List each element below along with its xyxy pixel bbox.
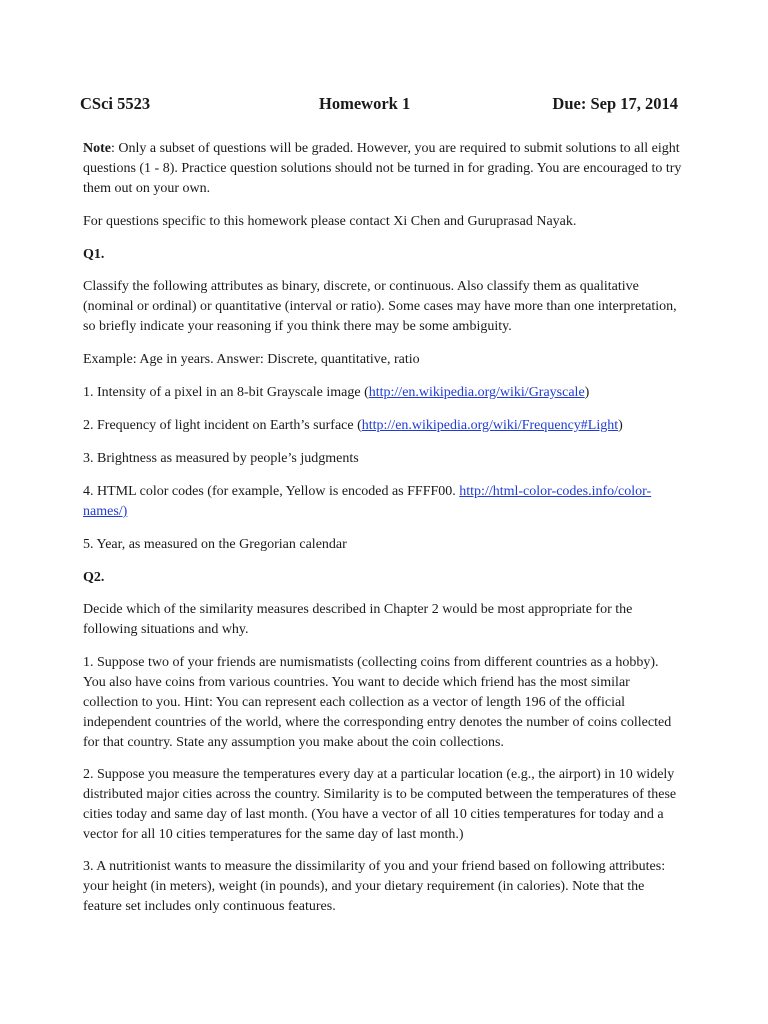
- document-body: [83, 139, 683, 929]
- question-2-intro: Decide which of the similarity measures described in Chapter 2 would be most appropriate for the following situations and why.: [83, 602, 633, 637]
- html-color-codes-link[interactable]: http://html-color-codes.info/color-names/): [83, 484, 652, 519]
- q2-item-3: 3. A nutritionist wants to measure the dissimilarity of you and your friend based on following attributes: your height (in meters), weight (in pounds), and your dietary requirement (in calories). Note that the feature set includes only continuous features.: [83, 859, 666, 914]
- q1-item-3: 3. Brightness as measured by people’s judgments: [83, 451, 359, 466]
- question-1-heading: Q1.: [83, 247, 105, 262]
- q2-item-1: 1. Suppose two of your friends are numismatists (collecting coins from different countries as a hobby). You also have coins from various countries. You want to decide which friend has the most similar collection to you. Hint: You can represent each collection as a vector of length 196 of the official independent countries of the world, where the corresponding entry denotes the number of coins collected for that country. State any assumption you make about the coin collections.: [83, 655, 672, 750]
- q1-item-2-after: ): [618, 418, 623, 433]
- q1-item-5: 5. Year, as measured on the Gregorian calendar: [83, 537, 347, 552]
- q2-item-2: 2. Suppose you measure the temperatures every day at a particular location (e.g., the airport) in 10 widely distributed major cities across the country. Similarity is to be computed between the temperatures of these cities today and same day of last month. (You have a vector of all 10 cities temperatures for today and a vector for all 10 cities temperatures for the same day of last month.): [83, 767, 677, 842]
- q1-item-4: [83, 482, 683, 522]
- contact-paragraph: For questions specific to this homework please contact Xi Chen and Guruprasad Nayak.: [83, 214, 577, 229]
- course-code: CSci 5523: [80, 94, 151, 113]
- homework-title: Homework 1: [319, 94, 411, 113]
- grayscale-link[interactable]: http://en.wikipedia.org/wiki/Grayscale: [368, 385, 585, 400]
- page-header: [80, 94, 680, 116]
- q1-item-1: [83, 383, 683, 403]
- note-text: : Only a subset of questions will be graded. However, you are required to submit solutions to all eight questions (1 - 8). Practice question solutions should not be turned in for grading. You are encouraged to try them out on your own.: [83, 141, 682, 196]
- q1-item-2: [83, 416, 683, 436]
- q1-item-4-text: 4. HTML color codes (for example, Yellow is encoded as FFFF00.: [83, 484, 460, 499]
- question-1-example: Example: Age in years. Answer: Discrete, quantitative, ratio: [83, 352, 420, 367]
- question-2-heading: Q2.: [83, 570, 105, 585]
- frequency-light-link[interactable]: http://en.wikipedia.org/wiki/Frequency#Light: [361, 418, 619, 433]
- q1-item-1-after: ): [584, 385, 590, 400]
- note-label: Note: [83, 141, 111, 156]
- question-1-intro: Classify the following attributes as binary, discrete, or continuous. Also classify them as qualitative (nominal or ordinal) or quantitative (interval or ratio). Some cases may have more than one interpretation, so briefly indicate your reasoning if you think there may be some ambiguity.: [83, 279, 677, 334]
- due-date: Due: Sep 17, 2014: [552, 94, 678, 113]
- q1-item-1-text: 1. Intensity of a pixel in an 8-bit Grayscale image (: [83, 385, 369, 400]
- q1-item-2-text: 2. Frequency of light incident on Earth’s surface (: [83, 418, 362, 433]
- note-paragraph: [83, 139, 683, 199]
